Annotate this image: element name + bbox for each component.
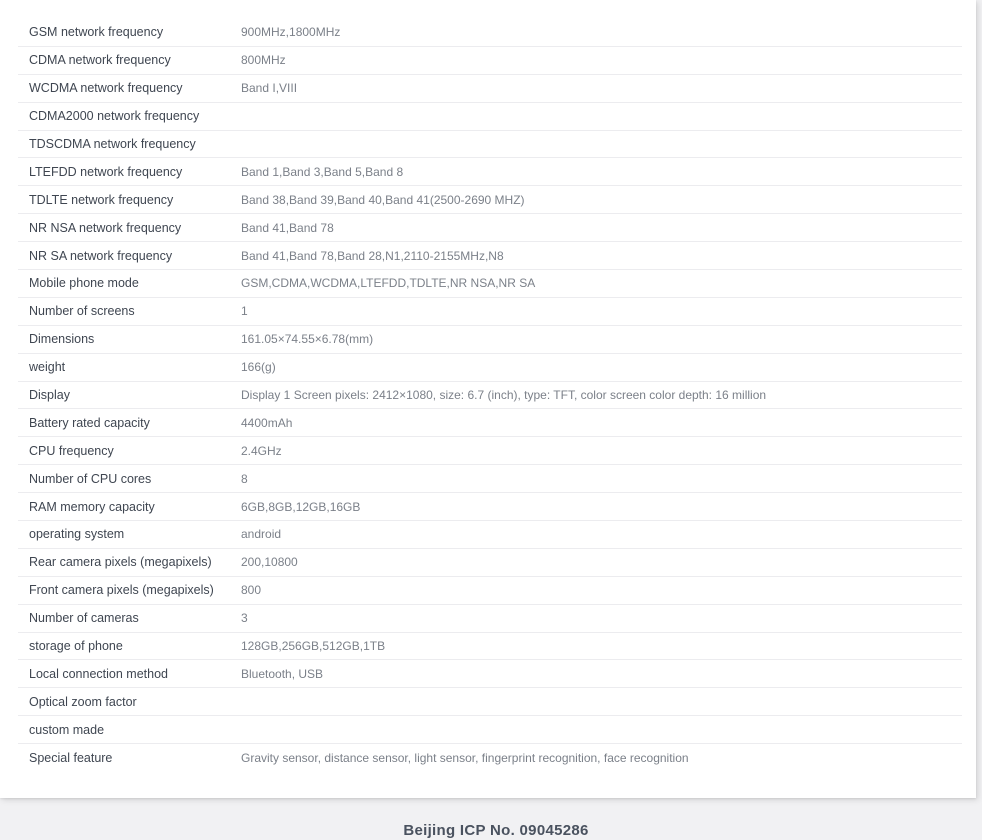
spec-row [18, 242, 962, 270]
spec-value: 166(g) [241, 360, 276, 375]
spec-row [18, 214, 962, 242]
spec-label: CDMA network frequency [29, 53, 171, 68]
spec-label: Special feature [29, 751, 113, 766]
spec-label: Battery rated capacity [29, 415, 150, 430]
spec-label: Number of cameras [29, 611, 139, 626]
spec-label: Number of CPU cores [29, 471, 152, 486]
spec-value: 128GB,256GB,512GB,1TB [241, 639, 386, 654]
spec-value: 1 [241, 304, 248, 319]
spec-row [18, 19, 962, 47]
spec-row [18, 633, 962, 661]
spec-row [18, 103, 962, 131]
spec-value: Band I,VIII [241, 81, 298, 96]
spec-value: 200,10800 [241, 555, 298, 570]
spec-table [18, 19, 962, 772]
spec-row [18, 521, 962, 549]
spec-label: NR SA network frequency [29, 248, 173, 263]
spec-label: TDSCDMA network frequency [29, 137, 196, 151]
spec-label: RAM memory capacity [29, 499, 155, 514]
spec-row [18, 437, 962, 465]
spec-row [18, 270, 962, 298]
spec-label: Optical zoom factor [29, 694, 137, 709]
spec-label: WCDMA network frequency [29, 81, 183, 96]
spec-label: Rear camera pixels (megapixels) [29, 555, 212, 570]
spec-label: custom made [29, 722, 105, 737]
spec-value: Bluetooth, USB [241, 666, 324, 681]
spec-label: Local connection method [29, 666, 168, 681]
spec-row [18, 465, 962, 493]
spec-row [18, 605, 962, 633]
spec-label: storage of phone [29, 639, 123, 654]
spec-value: Display 1 Screen pixels: 2412×1080, size: 6.7 (inch), type: TFT, color screen color depth: 16 million [241, 388, 767, 403]
spec-row [18, 660, 962, 688]
spec-row [18, 382, 962, 410]
spec-label: Front camera pixels (megapixels) [29, 583, 214, 598]
spec-row [18, 577, 962, 605]
spec-value: Band 38,Band 39,Band 40,Band 41(2500-2690 MHZ) [241, 192, 525, 207]
spec-value: 6GB,8GB,12GB,16GB [241, 499, 361, 514]
spec-row [18, 409, 962, 437]
spec-label: operating system [29, 527, 125, 542]
spec-row [18, 75, 962, 103]
spec-label: NR NSA network frequency [29, 220, 182, 235]
spec-value: Band 41,Band 78,Band 28,N1,2110-2155MHz,N8 [241, 248, 504, 263]
spec-row [18, 47, 962, 75]
spec-row [18, 158, 962, 186]
spec-value: 3 [241, 611, 248, 626]
spec-value: 8 [241, 471, 248, 486]
spec-value: 161.05×74.55×6.78(mm) [241, 332, 374, 347]
spec-value: 800MHz [241, 53, 286, 68]
spec-label: Display [29, 388, 70, 403]
spec-value: 4400mAh [241, 415, 293, 430]
spec-label: Number of screens [29, 304, 135, 319]
footer-icp-text: Beijing ICP No. 09045286 [403, 822, 589, 839]
spec-row [18, 716, 962, 744]
spec-row [18, 298, 962, 326]
spec-value: 2.4GHz [241, 443, 282, 458]
spec-row [18, 326, 962, 354]
spec-label: Dimensions [29, 332, 95, 347]
spec-label: LTEFDD network frequency [29, 164, 183, 179]
spec-label: Mobile phone mode [29, 276, 139, 291]
spec-value: 900MHz,1800MHz [241, 25, 341, 40]
spec-value: 800 [241, 583, 262, 598]
spec-row [18, 186, 962, 214]
spec-label: TDLTE network frequency [29, 192, 174, 207]
spec-row [18, 549, 962, 577]
spec-label: CDMA2000 network frequency [29, 109, 200, 124]
spec-row [18, 744, 962, 772]
spec-value: Band 41,Band 78 [241, 220, 334, 235]
spec-label: GSM network frequency [29, 25, 164, 40]
spec-value: Band 1,Band 3,Band 5,Band 8 [241, 164, 404, 179]
spec-row [18, 688, 962, 716]
spec-value: Gravity sensor, distance sensor, light sensor, fingerprint recognition, face recognition [241, 751, 689, 766]
spec-row [18, 493, 962, 521]
spec-value: android [241, 527, 282, 542]
spec-label: CPU frequency [29, 443, 114, 458]
spec-row [18, 131, 962, 159]
spec-label: weight [29, 360, 66, 375]
spec-value: GSM,CDMA,WCDMA,LTEFDD,TDLTE,NR NSA,NR SA [241, 276, 536, 291]
spec-row [18, 354, 962, 382]
